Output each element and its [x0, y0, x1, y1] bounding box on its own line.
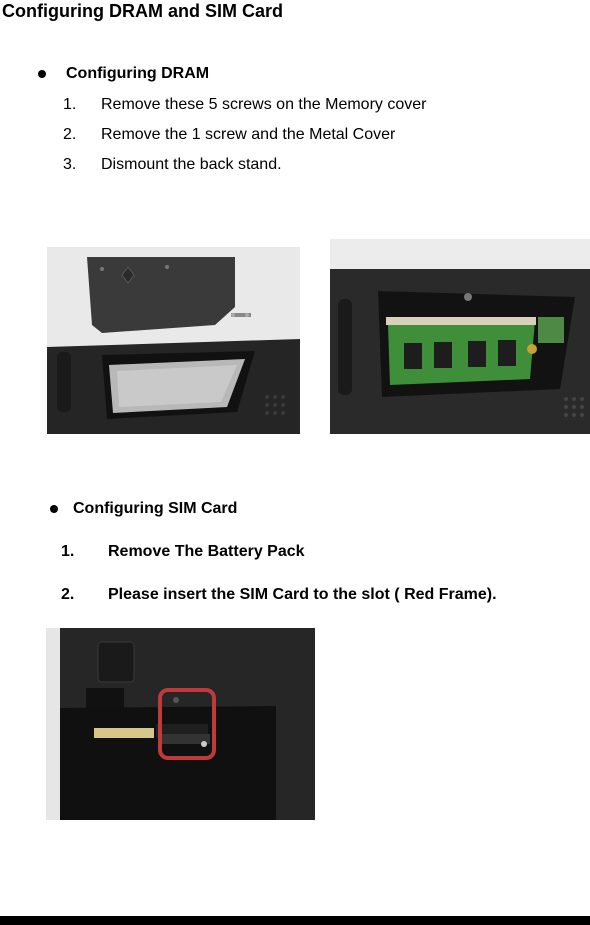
dram-step-number: 2.	[63, 126, 77, 143]
dram-step-text: Remove these 5 screws on the Memory cover	[101, 96, 427, 113]
dram-step-number: 3.	[63, 156, 77, 173]
memory-cover-photo	[47, 247, 300, 434]
sim-step-number: 1.	[61, 543, 75, 560]
bullet-icon	[50, 505, 58, 513]
dram-module-photo	[330, 239, 590, 434]
sim-step-number: 2.	[61, 586, 75, 603]
dram-step-number: 1.	[63, 96, 77, 113]
dram-step-text: Dismount the back stand.	[101, 156, 282, 173]
sim-step-text: Please insert the SIM Card to the slot ( Red Frame).	[108, 586, 497, 603]
dram-step-text: Remove the 1 screw and the Metal Cover	[101, 126, 396, 143]
sim-slot-photo	[46, 628, 315, 820]
page-title: Configuring DRAM and SIM Card	[2, 1, 283, 21]
bullet-icon	[38, 70, 46, 78]
footer-bar	[0, 916, 590, 925]
sim-step-text: Remove The Battery Pack	[108, 543, 305, 560]
sim-heading: Configuring SIM Card	[73, 500, 238, 517]
dram-heading: Configuring DRAM	[66, 65, 210, 82]
